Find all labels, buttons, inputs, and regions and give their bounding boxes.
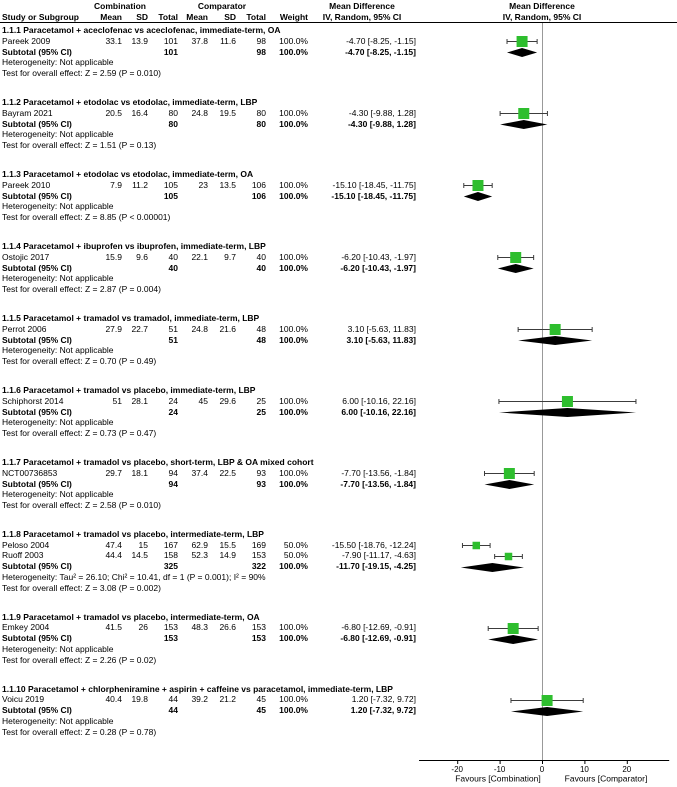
heterogeneity-text: Heterogeneity: Not applicable	[2, 716, 114, 727]
subtotal-row	[0, 335, 677, 346]
subtotal-md-ci: 3.10 [-5.63, 11.83]	[346, 334, 416, 345]
subtotal-label: Subtotal (95% CI)	[2, 118, 72, 129]
study-weight: 100.0%	[279, 179, 308, 190]
subtotal-mean1-empty	[96, 407, 122, 418]
axis-tick-label: 0	[539, 765, 545, 774]
study-row	[0, 468, 677, 479]
study-weight: 100.0%	[279, 694, 308, 705]
study-total2: 80	[256, 107, 266, 118]
overall-effect-text: Test for overall effect: Z = 2.87 (P = 0.004)	[2, 284, 161, 295]
axis-tick-label: 20	[622, 765, 632, 774]
study-name: Emkey 2004	[2, 622, 50, 633]
subtotal-md-ci: 1.20 [-7.32, 9.72]	[350, 705, 416, 716]
study-mean2: 62.9	[191, 539, 208, 550]
col-total2: Total	[246, 12, 266, 22]
study-sd2: 19.5	[219, 107, 236, 118]
favours-left-label: Favours [Combination]	[455, 773, 541, 784]
study-weight: 100.0%	[279, 251, 308, 262]
study-sd1: 15	[138, 539, 148, 550]
study-name: NCT00736853	[2, 467, 58, 478]
study-md-ci: -15.50 [-18.76, -12.24]	[331, 539, 416, 550]
study-weight: 100.0%	[279, 323, 308, 334]
study-sd1: 16.4	[131, 107, 148, 118]
study-md-ci: 1.20 [-7.32, 9.72]	[351, 694, 416, 705]
subgroup-title: 1.1.10 Paracetamol + chlorpheniramine + aspirin + caffeine vs paracetamol, immediate-term, LBP	[2, 683, 393, 694]
study-md-ci: -15.10 [-18.45, -11.75]	[332, 179, 416, 190]
study-sd2: 13.5	[219, 179, 236, 190]
subtotal-weight: 100.0%	[279, 406, 308, 417]
subtotal-mean2-empty	[178, 119, 208, 130]
study-sd1: 11.2	[132, 179, 148, 190]
study-name: Perrot 2006	[2, 323, 47, 334]
subtotal-total2: 106	[251, 190, 266, 201]
subtotal-total2: 80	[256, 118, 266, 129]
plot-column-title: Mean Difference	[509, 1, 575, 11]
study-mean2: 23	[198, 179, 208, 190]
subtotal-sd2-empty	[208, 263, 236, 274]
study-row	[0, 180, 677, 191]
study-total1: 80	[168, 107, 178, 118]
heterogeneity-text: Heterogeneity: Not applicable	[2, 273, 114, 284]
study-total2: 153	[251, 550, 266, 561]
subtotal-mean1-empty	[96, 191, 122, 202]
study-total1: 44	[168, 694, 178, 705]
study-weight: 100.0%	[279, 395, 308, 406]
md-column-subtitle: IV, Random, 95% CI	[322, 12, 402, 22]
subtotal-row	[0, 47, 677, 58]
subtotal-sd2-empty	[208, 633, 236, 644]
study-mean2: 48.3	[191, 622, 208, 633]
study-md-ci: 6.00 [-10.16, 22.16]	[342, 395, 416, 406]
subgroup-title: 1.1.1 Paracetamol + aceclofenac vs aceclofenac, immediate-term, OA	[2, 25, 281, 35]
subtotal-sd1-empty	[122, 119, 148, 130]
subtotal-sd1-empty	[122, 191, 148, 202]
study-mean1: 40.4	[105, 694, 122, 705]
subtotal-mean1-empty	[96, 561, 122, 572]
study-weight: 50.0%	[283, 550, 308, 561]
study-row	[0, 36, 677, 47]
study-sd2: 22.5	[219, 467, 236, 478]
subtotal-total2: 93	[256, 478, 266, 489]
subtotal-mean2-empty	[178, 705, 208, 716]
subtotal-sd2-empty	[208, 335, 236, 346]
study-total2: 45	[256, 694, 266, 705]
subtotal-sd2-empty	[208, 705, 236, 716]
study-mean2: 22.1	[191, 251, 208, 262]
study-sd1: 22.7	[131, 323, 148, 334]
subtotal-label: Subtotal (95% CI)	[2, 406, 72, 417]
study-mean1: 29.7	[105, 467, 122, 478]
study-weight: 100.0%	[279, 107, 308, 118]
subtotal-md-ci: -6.80 [-12.69, -0.91]	[340, 633, 416, 644]
study-mean1: 47.4	[105, 539, 122, 550]
subtotal-total2: 322	[251, 561, 266, 572]
study-row	[0, 252, 677, 263]
subtotal-total1: 94	[168, 478, 178, 489]
subtotal-md-ci: 6.00 [-10.16, 22.16]	[341, 406, 416, 417]
study-total2: 153	[251, 622, 266, 633]
study-md-ci: -6.80 [-12.69, -0.91]	[341, 622, 416, 633]
subtotal-total1: 40	[168, 262, 178, 273]
md-column-title: Mean Difference	[329, 1, 395, 11]
subtotal-weight: 100.0%	[279, 633, 308, 644]
study-sd2: 21.2	[219, 694, 236, 705]
subtotal-row	[0, 119, 677, 130]
subtotal-sd2-empty	[208, 407, 236, 418]
forest-subgroup	[0, 684, 677, 738]
study-sd2: 29.6	[219, 395, 236, 406]
overall-effect-text: Test for overall effect: Z = 0.73 (P = 0.47)	[2, 428, 157, 439]
subtotal-mean2-empty	[178, 191, 208, 202]
subtotal-weight: 100.0%	[279, 478, 308, 489]
subtotal-mean1-empty	[96, 119, 122, 130]
study-total1: 153	[163, 622, 178, 633]
study-weight: 100.0%	[279, 467, 308, 478]
subtotal-sd1-empty	[122, 561, 148, 572]
subtotal-md-ci: -15.10 [-18.45, -11.75]	[331, 190, 416, 201]
forest-subgroup	[0, 529, 677, 594]
overall-effect-text: Test for overall effect: Z = 2.26 (P = 0.02)	[2, 654, 157, 665]
subtotal-row	[0, 633, 677, 644]
subgroup-title: 1.1.8 Paracetamol + tramadol vs placebo, intermediate-term, LBP	[2, 528, 264, 539]
overall-effect-text: Test for overall effect: Z = 0.70 (P = 0.49)	[2, 356, 157, 367]
study-weight: 100.0%	[279, 622, 308, 633]
subgroup-title: 1.1.4 Paracetamol + ibuprofen vs ibuprofen, immediate-term, LBP	[2, 240, 266, 251]
study-md-ci: -4.70 [-8.25, -1.15]	[346, 35, 416, 46]
forest-subgroup	[0, 457, 677, 511]
subtotal-label: Subtotal (95% CI)	[2, 262, 72, 273]
favours-right-label: Favours [Comparator]	[564, 773, 648, 784]
subtotal-total2: 153	[251, 633, 266, 644]
subtotal-row	[0, 479, 677, 490]
subtotal-total1: 153	[163, 633, 178, 644]
study-sd1: 28.1	[131, 395, 148, 406]
study-name: Ostojic 2017	[2, 251, 50, 262]
subtotal-sd2-empty	[208, 47, 236, 58]
col-study-or-subgroup: Study or Subgroup	[2, 12, 79, 22]
overall-effect-text: Test for overall effect: Z = 2.58 (P = 0.010)	[2, 500, 161, 511]
subgroup-title: 1.1.7 Paracetamol + tramadol vs placebo, short-term, LBP & OA mixed cohort	[2, 456, 314, 467]
subtotal-sd1-empty	[122, 335, 148, 346]
study-sd1: 14.5	[131, 550, 148, 561]
subtotal-label: Subtotal (95% CI)	[2, 561, 72, 572]
forest-subgroup	[0, 97, 677, 151]
subtotal-sd1-empty	[122, 633, 148, 644]
subtotal-md-ci: -11.70 [-19.15, -4.25]	[336, 561, 416, 572]
study-row	[0, 396, 677, 407]
study-row	[0, 540, 677, 551]
study-name: Voicu 2019	[2, 694, 45, 705]
study-total2: 98	[256, 35, 266, 46]
study-sd1: 19.8	[131, 694, 148, 705]
study-sd2: 15.5	[219, 539, 236, 550]
subtotal-row	[0, 263, 677, 274]
subtotal-sd2-empty	[208, 191, 236, 202]
axis-tick-label: 10	[579, 765, 589, 774]
study-total1: 24	[168, 395, 178, 406]
subtotal-total1: 101	[163, 46, 178, 57]
subtotal-sd2-empty	[208, 119, 236, 130]
overall-effect-text: Test for overall effect: Z = 3.08 (P = 0.002)	[2, 582, 161, 593]
subtotal-total2: 40	[256, 262, 266, 273]
subtotal-label: Subtotal (95% CI)	[2, 46, 72, 57]
study-mean1: 20.5	[105, 107, 122, 118]
group2-header: Comparator	[197, 1, 247, 11]
study-sd1: 13.9	[131, 35, 148, 46]
study-weight: 50.0%	[283, 539, 308, 550]
group1-header: Combination	[94, 1, 146, 11]
subtotal-mean2-empty	[178, 47, 208, 58]
study-md-ci: -7.90 [-11.17, -4.63]	[341, 550, 416, 561]
study-total1: 94	[168, 467, 178, 478]
subtotal-md-ci: -6.20 [-10.43, -1.97]	[340, 262, 416, 273]
study-name: Pareek 2010	[2, 179, 51, 190]
axis-tick-label: -10	[493, 765, 506, 774]
subgroup-title: 1.1.2 Paracetamol + etodolac vs etodolac, immediate-term, LBP	[2, 96, 258, 107]
study-name: Schiphorst 2014	[2, 395, 64, 406]
subtotal-total1: 24	[168, 406, 178, 417]
study-row	[0, 324, 677, 335]
forest-subgroup	[0, 169, 677, 223]
subtotal-total1: 44	[168, 705, 178, 716]
study-sd2: 14.9	[219, 550, 236, 561]
study-mean2: 24.8	[191, 107, 208, 118]
subtotal-total1: 105	[163, 190, 178, 201]
study-mean2: 24.8	[191, 323, 208, 334]
study-row	[0, 550, 677, 561]
subtotal-total1: 325	[163, 561, 178, 572]
study-mean1: 7.9	[110, 179, 122, 190]
study-sd2: 11.6	[220, 35, 236, 46]
subgroup-title: 1.1.6 Paracetamol + tramadol vs placebo, immediate-term, LBP	[2, 384, 256, 395]
forest-subgroup	[0, 313, 677, 367]
subtotal-mean1-empty	[96, 633, 122, 644]
overall-effect-text: Test for overall effect: Z = 2.59 (P = 0.010)	[2, 68, 161, 79]
study-name: Bayram 2021	[2, 107, 53, 118]
subtotal-label: Subtotal (95% CI)	[2, 190, 72, 201]
subtotal-mean2-empty	[178, 407, 208, 418]
study-total1: 40	[168, 251, 178, 262]
subtotal-sd2-empty	[208, 561, 236, 572]
forest-subgroup	[0, 385, 677, 439]
study-name: Pareek 2009	[2, 35, 51, 46]
plot-column-subtitle: IV, Random, 95% CI	[502, 12, 582, 22]
overall-effect-text: Test for overall effect: Z = 8.85 (P < 0.00001)	[2, 212, 171, 223]
study-name: Peloso 2004	[2, 539, 50, 550]
study-total2: 25	[256, 395, 266, 406]
col-mean2: Mean	[186, 12, 208, 22]
forest-table-body	[0, 23, 677, 738]
subtotal-mean2-empty	[178, 263, 208, 274]
study-total1: 101	[163, 35, 178, 46]
subtotal-mean1-empty	[96, 705, 122, 716]
study-total2: 93	[256, 467, 266, 478]
subtotal-mean2-empty	[178, 479, 208, 490]
study-row	[0, 108, 677, 119]
subtotal-mean2-empty	[178, 633, 208, 644]
heterogeneity-text: Heterogeneity: Not applicable	[2, 57, 114, 68]
study-mean2: 37.8	[191, 35, 208, 46]
subtotal-sd2-empty	[208, 479, 236, 490]
heterogeneity-text: Heterogeneity: Not applicable	[2, 417, 114, 428]
study-weight: 100.0%	[279, 35, 308, 46]
col-total1: Total	[158, 12, 178, 22]
subtotal-row	[0, 705, 677, 716]
study-mean2: 52.3	[191, 550, 208, 561]
heterogeneity-text: Heterogeneity: Not applicable	[2, 129, 114, 140]
study-sd1: 18.1	[131, 467, 148, 478]
study-mean1: 41.5	[105, 622, 122, 633]
subtotal-weight: 100.0%	[279, 334, 308, 345]
subgroup-title: 1.1.5 Paracetamol + tramadol vs tramadol, immediate-term, LBP	[2, 312, 260, 323]
table-header	[0, 0, 677, 23]
study-md-ci: -7.70 [-13.56, -1.84]	[341, 467, 416, 478]
study-row	[0, 694, 677, 705]
subtotal-mean2-empty	[178, 561, 208, 572]
col-sd1: SD	[136, 12, 148, 22]
study-mean1: 27.9	[105, 323, 122, 334]
heterogeneity-text: Heterogeneity: Not applicable	[2, 201, 114, 212]
study-sd2: 21.6	[219, 323, 236, 334]
study-mean2: 37.4	[191, 467, 208, 478]
subtotal-md-ci: -4.70 [-8.25, -1.15]	[345, 46, 416, 57]
study-total1: 51	[168, 323, 178, 334]
subtotal-sd1-empty	[122, 263, 148, 274]
subtotal-row	[0, 191, 677, 202]
study-mean1: 44.4	[105, 550, 122, 561]
subtotal-mean1-empty	[96, 479, 122, 490]
subtotal-total2: 48	[256, 334, 266, 345]
col-mean1: Mean	[100, 12, 122, 22]
subtotal-weight: 100.0%	[279, 46, 308, 57]
heterogeneity-text: Heterogeneity: Not applicable	[2, 489, 114, 500]
subtotal-sd1-empty	[122, 705, 148, 716]
study-sd2: 9.7	[224, 251, 236, 262]
subtotal-label: Subtotal (95% CI)	[2, 633, 72, 644]
subtotal-row	[0, 561, 677, 572]
subgroup-title: 1.1.3 Paracetamol + etodolac vs etodolac, immediate-term, OA	[2, 168, 254, 179]
subtotal-sd1-empty	[122, 407, 148, 418]
study-total2: 169	[251, 539, 266, 550]
subtotal-label: Subtotal (95% CI)	[2, 478, 72, 489]
axis-tick-label: -20	[451, 765, 463, 774]
subtotal-label: Subtotal (95% CI)	[2, 705, 72, 716]
heterogeneity-text: Heterogeneity: Not applicable	[2, 345, 114, 356]
overall-effect-text: Test for overall effect: Z = 1.51 (P = 0.13)	[2, 140, 157, 151]
subtotal-total2: 98	[256, 46, 266, 57]
study-sd2: 26.6	[219, 622, 236, 633]
study-name: Ruoff 2003	[2, 550, 44, 561]
subtotal-mean1-empty	[96, 263, 122, 274]
study-mean1: 51	[112, 395, 122, 406]
study-mean1: 33.1	[105, 35, 122, 46]
subtotal-sd1-empty	[122, 47, 148, 58]
study-total2: 48	[256, 323, 266, 334]
study-sd1: 9.6	[136, 251, 148, 262]
study-mean2: 45	[198, 395, 208, 406]
subtotal-total2: 45	[256, 705, 266, 716]
overall-effect-text: Test for overall effect: Z = 0.28 (P = 0.78)	[2, 726, 157, 737]
study-total2: 106	[251, 179, 266, 190]
forest-subgroup	[0, 241, 677, 295]
forest-subgroup	[0, 612, 677, 666]
col-sd2: SD	[224, 12, 236, 22]
subtotal-row	[0, 407, 677, 418]
subgroup-title: 1.1.9 Paracetamol + tramadol vs placebo, intermediate-term, OA	[2, 611, 260, 622]
study-total1: 158	[163, 550, 178, 561]
forest-subgroup	[0, 25, 677, 79]
heterogeneity-text: Heterogeneity: Tau² = 26.10; Chi² = 10.41, df = 1 (P = 0.001); I² = 90%	[2, 572, 266, 583]
heterogeneity-text: Heterogeneity: Not applicable	[2, 644, 114, 655]
subtotal-label: Subtotal (95% CI)	[2, 334, 72, 345]
subtotal-weight: 100.0%	[279, 118, 308, 129]
study-sd1: 26	[138, 622, 148, 633]
subtotal-mean1-empty	[96, 335, 122, 346]
subtotal-weight: 100.0%	[279, 190, 308, 201]
study-mean2: 39.2	[191, 694, 208, 705]
subtotal-md-ci: -7.70 [-13.56, -1.84]	[340, 478, 416, 489]
subtotal-total1: 80	[168, 118, 178, 129]
study-total1: 167	[163, 539, 178, 550]
subtotal-mean2-empty	[178, 335, 208, 346]
study-md-ci: -6.20 [-10.43, -1.97]	[341, 251, 416, 262]
subtotal-md-ci: -4.30 [-9.88, 1.28]	[347, 118, 416, 129]
study-row	[0, 622, 677, 633]
subtotal-weight: 100.0%	[279, 262, 308, 273]
study-total1: 105	[163, 179, 178, 190]
subtotal-weight: 100.0%	[279, 705, 308, 716]
subtotal-weight: 100.0%	[279, 561, 308, 572]
study-md-ci: 3.10 [-5.63, 11.83]	[347, 323, 416, 334]
subtotal-total2: 25	[256, 406, 266, 417]
study-total2: 40	[256, 251, 266, 262]
subtotal-mean1-empty	[96, 47, 122, 58]
study-md-ci: -4.30 [-9.88, 1.28]	[348, 107, 416, 118]
study-mean1: 15.9	[105, 251, 122, 262]
subtotal-total1: 51	[168, 334, 178, 345]
col-weight: Weight	[279, 12, 308, 22]
subtotal-sd1-empty	[122, 479, 148, 490]
